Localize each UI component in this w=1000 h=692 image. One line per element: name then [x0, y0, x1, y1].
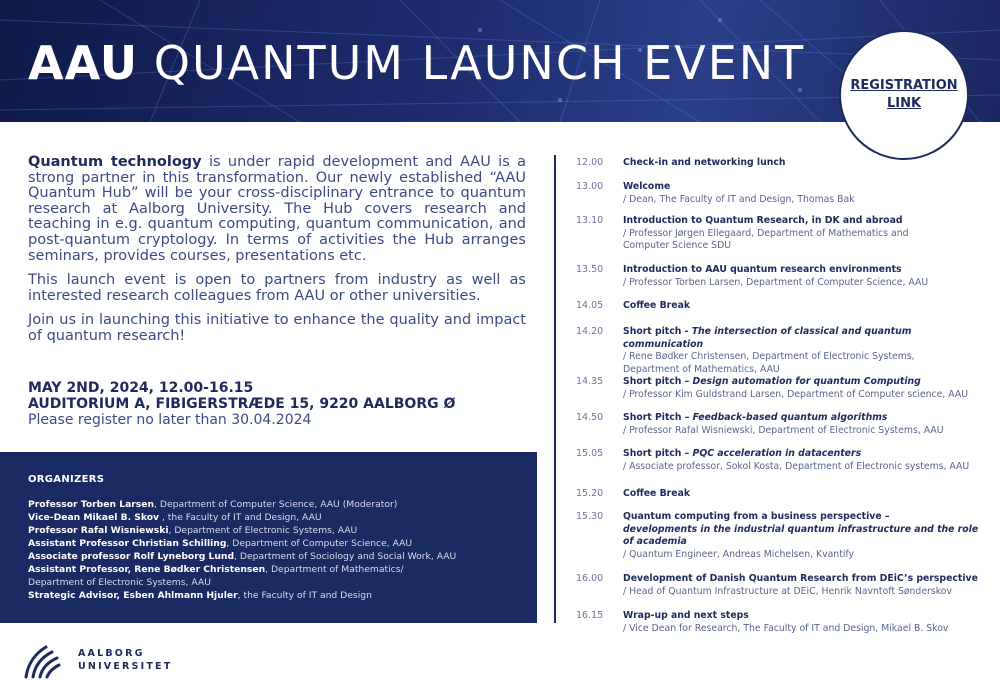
- programme-body: [623, 181, 983, 206]
- registration-link[interactable]: REGISTRATION LINK: [850, 78, 958, 111]
- programme-speaker-line: Department of Mathematics, AAU: [623, 363, 780, 375]
- programme-title: [623, 511, 983, 524]
- event-date: MAY 2ND, 2024, 12.00-16.15: [28, 380, 254, 396]
- programme-time: 13.10: [576, 215, 604, 226]
- aau-logo-mark-icon: [22, 643, 62, 679]
- programme-title-italic: Feedback-based quantum algorithms: [692, 412, 888, 423]
- organizers-box: [0, 452, 537, 623]
- programme-title: [623, 573, 983, 586]
- organizer-row: [28, 537, 537, 550]
- programme-speaker-line: / Professor Jørgen Ellegaard, Department of Mathematics and: [623, 227, 909, 239]
- programme-title-text: Short pitch –: [623, 448, 693, 459]
- programme-title-text: Welcome: [623, 181, 671, 192]
- programme-title: [623, 264, 983, 277]
- programme-title-text: Development of Danish Quantum Research from DEiC’s perspective: [623, 573, 978, 584]
- programme-title: [623, 412, 983, 425]
- organizers-list: [28, 498, 537, 602]
- title-light: QUANTUM LAUNCH EVENT: [153, 36, 806, 90]
- title-bold: AAU: [28, 36, 139, 90]
- programme-body: [623, 376, 983, 401]
- programme-title-text: Introduction to AAU quantum research environments: [623, 264, 902, 275]
- programme-title: [623, 610, 983, 623]
- programme-body: [623, 215, 983, 253]
- programme-time: 15.20: [576, 488, 604, 499]
- programme-title-italic: Design automation for quantum Computing: [692, 376, 921, 387]
- intro-paragraph-1: [28, 155, 526, 264]
- logo-text-universitet: UNIVERSITET: [78, 661, 173, 672]
- organizer-row: [28, 550, 537, 563]
- programme-time: 14.50: [576, 412, 604, 423]
- programme-body: [623, 412, 983, 437]
- organizer-role: , Department of Computer Science, AAU: [226, 538, 413, 549]
- programme-speaker-line: / Quantum Engineer, Andreas Michelsen, Kvantify: [623, 548, 855, 560]
- programme-title-text: Short pitch -: [623, 326, 692, 337]
- intro-p1-rest: is under rapid development and AAU is a strong partner in this transformation. Our newly established “AAU Quantum Hub” will be your cross-disciplinary entrance to quantum research at Aalborg University. The Hub covers research and teaching in e.g. quantum computing, quantum communication, and post-quantum cryptology. In terms of activities the Hub arranges seminars, provides courses, presentations etc.: [28, 154, 526, 264]
- programme-body: [623, 573, 983, 598]
- programme-title-text: Wrap-up and next steps: [623, 610, 749, 621]
- programme-time: 13.00: [576, 181, 604, 192]
- organizers-heading: ORGANIZERS: [28, 474, 105, 485]
- programme-title-text: Check-in and networking lunch: [623, 157, 786, 168]
- programme-title: [623, 326, 983, 351]
- programme-speaker-line: / Rene Bødker Christensen, Department of Electronic Systems,: [623, 351, 915, 362]
- programme-title: [623, 157, 983, 170]
- organizer-row: [28, 511, 537, 524]
- programme-time: 14.05: [576, 300, 604, 311]
- programme-italic-line: developments in the industrial quantum infrastructure and the role: [623, 523, 979, 535]
- organizer-role: , Department of Computer Science, AAU (Moderator): [154, 499, 398, 510]
- organizer-name: Assistant Professor Christian Schilling: [28, 538, 227, 549]
- organizer-role: , Department of Mathematics/: [265, 564, 404, 575]
- programme-body: [623, 326, 983, 376]
- programme-speaker-line: Computer Science SDU: [623, 240, 732, 251]
- organizer-role: , the Faculty of IT and Design: [237, 590, 372, 601]
- programme-title: [623, 215, 983, 228]
- organizer-name: Professor Rafal Wisniewski: [28, 525, 169, 536]
- programme-title-text: Introduction to Quantum Research, in DK and abroad: [623, 215, 903, 226]
- programme-time: 13.50: [576, 264, 604, 275]
- organizer-row: [28, 589, 537, 602]
- programme-time: 14.20: [576, 326, 604, 337]
- programme-title-text: Short pitch –: [623, 376, 693, 387]
- programme-title-italic: The intersection of classical and quantum communication: [623, 326, 912, 350]
- organizer-name: Assistant Professor, Rene Bødker Christensen: [28, 564, 266, 575]
- programme-time: 14.35: [576, 376, 604, 387]
- programme-time: 12.00: [576, 157, 604, 168]
- programme-title: [623, 488, 983, 501]
- programme-title-italic: PQC acceleration in datacenters: [692, 448, 862, 459]
- programme-title-text: Quantum computing from a business perspective –: [623, 511, 890, 522]
- programme-time: 16.15: [576, 610, 604, 621]
- event-location: AUDITORIUM A, FIBIGERSTRÆDE 15, 9220 AALBORG Ø: [28, 396, 456, 412]
- intro-paragraph-3: Join us in launching this initiative to enhance the quality and impact of quantum research!: [28, 312, 526, 344]
- organizer-name: Associate professor Rolf Lyneborg Lund: [28, 551, 235, 562]
- programme-title: [623, 181, 983, 194]
- programme-time: 16.00: [576, 573, 604, 584]
- registration-deadline: Please register no later than 30.04.2024: [28, 412, 312, 428]
- organizer-row: [28, 498, 537, 511]
- programme-body: [623, 488, 983, 501]
- organizer-role: , the Faculty of IT and Design, AAU: [159, 512, 322, 523]
- programme-title: [623, 300, 983, 313]
- programme-speaker-line: / Head of Quantum Infrastructure at DEiC, Henrik Navntoft Sønderskov: [623, 585, 952, 597]
- event-details: [28, 380, 528, 429]
- intro-paragraph-2: This launch event is open to partners from industry as well as interested research colleagues from AAU or other universities.: [28, 272, 526, 304]
- programme-body: [623, 511, 983, 561]
- programme-speaker-line: / Dean, The Faculty of IT and Design, Thomas Bak: [623, 193, 855, 205]
- programme-speaker-line: / Professor Kim Guldstrand Larsen, Department of Computer science, AAU: [623, 388, 969, 400]
- organizer-name: Professor Torben Larsen: [28, 499, 155, 510]
- programme-title-text: Short Pitch –: [623, 412, 693, 423]
- programme-speaker-line: / Associate professor, Sokol Kosta, Department of Electronic systems, AAU: [623, 460, 970, 472]
- programme-title-text: Coffee Break: [623, 488, 691, 499]
- organizer-row: [28, 563, 537, 576]
- programme-italic-line: of academia: [623, 536, 687, 547]
- aau-logo: [22, 643, 202, 683]
- organizer-role: , Department of Sociology and Social Work, AAU: [234, 551, 457, 562]
- logo-text-aalborg: AALBORG: [78, 648, 145, 659]
- organizer-role: , Department of Electronic Systems, AAU: [168, 525, 358, 536]
- organizer-role: Department of Electronic Systems, AAU: [28, 577, 211, 588]
- organizer-name: Vice-Dean Mikael B. Skov: [28, 512, 160, 523]
- programme-body: [623, 448, 983, 473]
- programme-schedule: [576, 0, 986, 692]
- programme-title: [623, 448, 983, 461]
- column-divider: [554, 155, 556, 623]
- programme-time: 15.30: [576, 511, 604, 522]
- programme-title-text: Coffee Break: [623, 300, 691, 311]
- programme-speaker-line: / Professor Torben Larsen, Department of Computer Science, AAU: [623, 276, 929, 288]
- programme-body: [623, 300, 983, 313]
- programme-body: [623, 264, 983, 289]
- intro-text: [28, 155, 526, 354]
- programme-body: [623, 157, 983, 170]
- programme-speaker-line: / Professor Rafal Wisniewski, Department of Electronic Systems, AAU: [623, 424, 944, 436]
- organizer-row: [28, 524, 537, 537]
- organizer-row: [28, 576, 537, 589]
- programme-body: [623, 610, 983, 635]
- organizer-name: Strategic Advisor, Esben Ahlmann Hjuler: [28, 590, 238, 601]
- programme-speaker-line: / Vice Dean for Research, The Faculty of IT and Design, Mikael B. Skov: [623, 622, 949, 634]
- programme-time: 15.05: [576, 448, 604, 459]
- intro-strong: Quantum technology: [28, 154, 202, 170]
- programme-title: [623, 376, 983, 389]
